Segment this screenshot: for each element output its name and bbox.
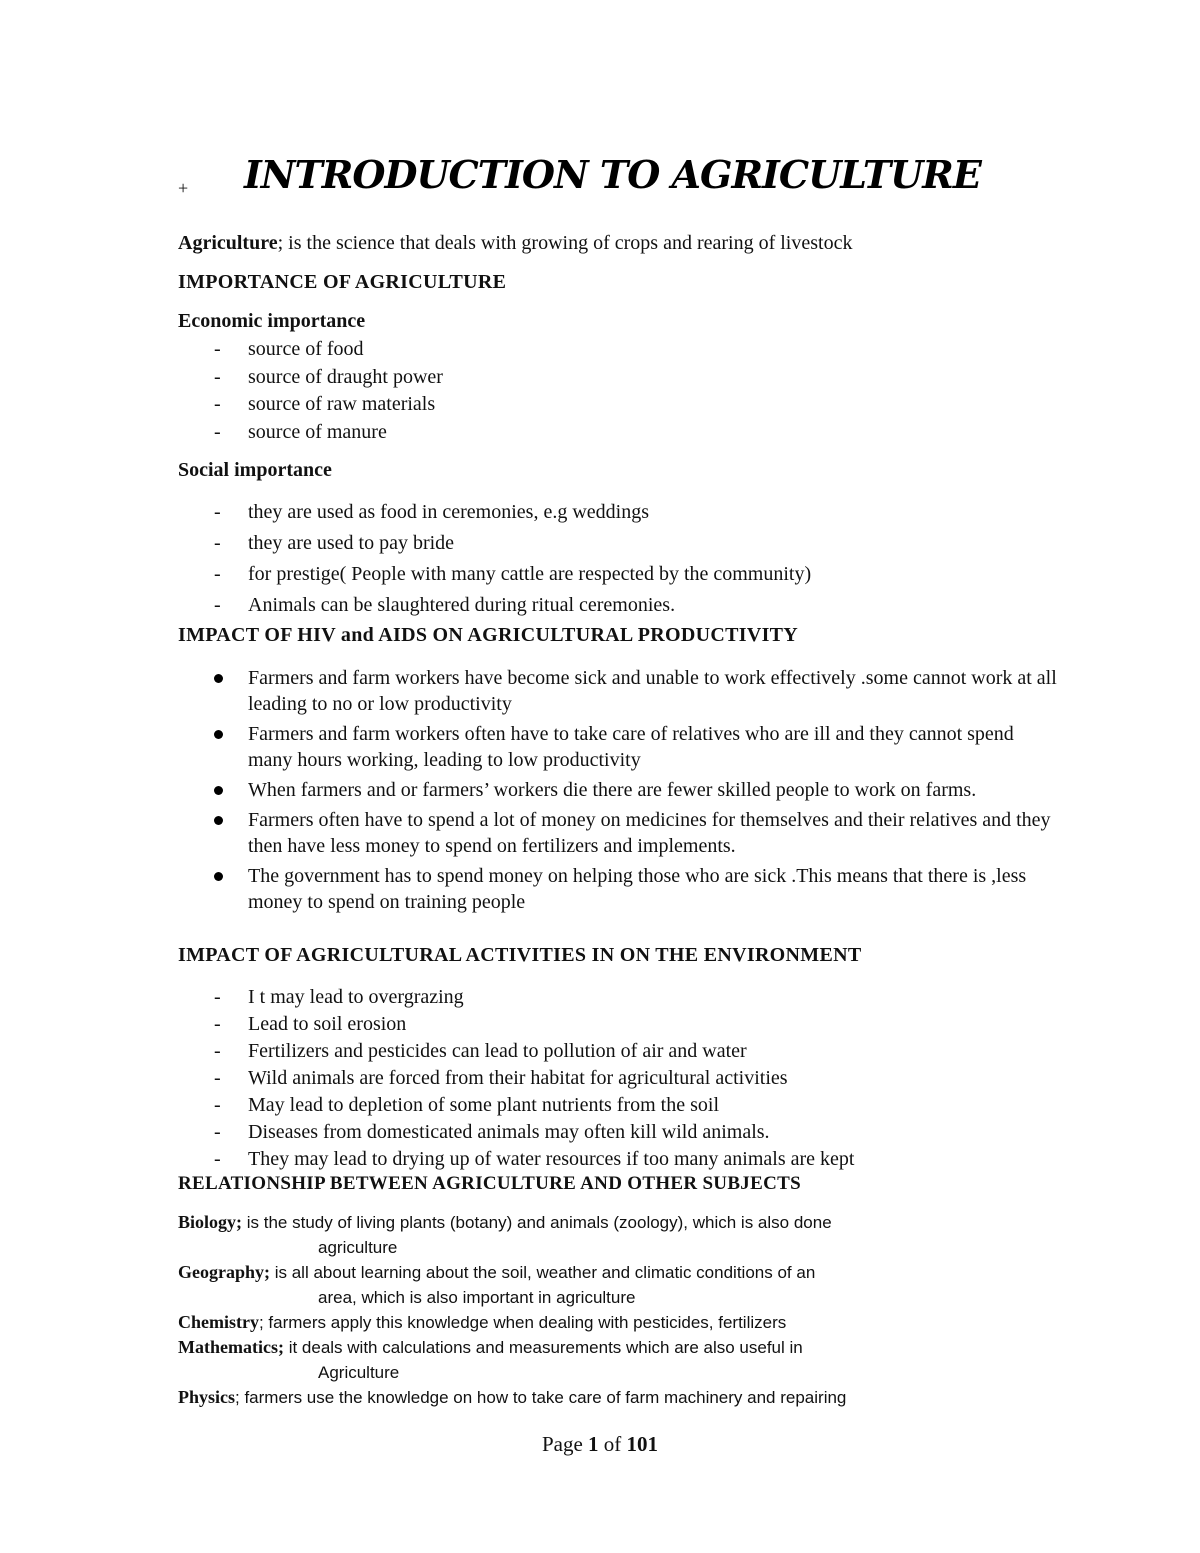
bullet-icon xyxy=(214,816,223,825)
list-item: - May lead to depletion of some plant nutrients from the soil xyxy=(214,1094,720,1116)
list-item: - for prestige( People with many cattle are respected by the community) xyxy=(214,563,812,585)
title-row xyxy=(178,152,1078,212)
title-marker: + xyxy=(178,178,189,198)
list-item: - source of raw materials xyxy=(214,393,436,415)
definition-text: ; is the science that deals with growing of crops and rearing of livestock xyxy=(277,232,853,254)
environment-list xyxy=(178,984,854,1173)
list-item: - I t may lead to overgrazing xyxy=(214,986,464,1008)
list-item: When farmers and or farmers’ workers die there are fewer skilled people to work on farms. xyxy=(178,777,1058,803)
relationship-entry-cont: agriculture xyxy=(318,1238,398,1257)
bullet-icon xyxy=(214,730,223,739)
page-footer: Page 1 of 101 xyxy=(541,1432,659,1456)
relationship-entry-cont: Agriculture xyxy=(318,1363,400,1382)
list-item: Farmers often have to spend a lot of money on medicines for themselves and their relatives and they then have less money to spend on fertilizers and implements. xyxy=(178,807,1058,859)
list-item: - Fertilizers and pesticides can lead to pollution of air and water xyxy=(214,1040,747,1062)
hiv-heading: IMPACT OF HIV and AIDS ON AGRICULTURAL PRODUCTIVITY xyxy=(178,624,799,646)
relationship-heading: RELATIONSHIP BETWEEN AGRICULTURE AND OTHER SUBJECTS xyxy=(178,1173,801,1194)
relationship-entry-cont: area, which is also important in agriculture xyxy=(318,1288,636,1307)
list-item: Farmers and farm workers often have to take care of relatives who are ill and they cannot spend many hours working, leading to low productivity xyxy=(178,721,1058,773)
relationship-entry: Biology; is the study of living plants (botany) and animals (zoology), which is also done xyxy=(178,1212,832,1232)
bullet-icon xyxy=(214,872,223,881)
list-item: - they are used to pay bride xyxy=(214,532,455,554)
list-item: - Lead to soil erosion xyxy=(214,1013,407,1035)
page-number: 1 xyxy=(588,1432,599,1456)
relationship-entries xyxy=(178,1210,1078,1410)
list-item: - source of draught power xyxy=(214,365,443,388)
list-item: - source of food xyxy=(214,338,364,360)
list-item: - Wild animals are forced from their habitat for agricultural activities xyxy=(214,1067,788,1089)
page-title: INTRODUCTION TO AGRICULTURE xyxy=(244,152,981,197)
relationship-entry: Mathematics; it deals with calculations and measurements which are also useful in xyxy=(178,1337,803,1357)
list-item: - Animals can be slaughtered during ritual ceremonies. xyxy=(214,594,676,616)
social-list xyxy=(178,497,811,621)
hiv-list xyxy=(178,665,1058,919)
relationship-entry: Geography; is all about learning about the soil, weather and climatic conditions of an xyxy=(178,1262,816,1282)
economic-list xyxy=(178,336,443,446)
relationship-entry: Chemistry; farmers apply this knowledge when dealing with pesticides, fertilizers xyxy=(178,1312,787,1332)
definition xyxy=(178,230,852,256)
relationship-entry: Physics; farmers use the knowledge on how to take care of farm machinery and repairing xyxy=(178,1387,847,1407)
list-item: - They may lead to drying up of water resources if too many animals are kept xyxy=(214,1148,855,1170)
list-item: - Diseases from domesticated animals may often kill wild animals. xyxy=(214,1121,770,1143)
list-item: The government has to spend money on helping those who are sick .This means that there is ,less money to spend on training people xyxy=(178,863,1058,915)
importance-heading: IMPORTANCE OF AGRICULTURE xyxy=(178,271,507,293)
list-item: Farmers and farm workers have become sick and unable to work effectively .some cannot work at all leading to no or low productivity xyxy=(178,665,1058,717)
bullet-icon xyxy=(214,786,223,795)
list-item: - they are used as food in ceremonies, e.g weddings xyxy=(214,501,649,523)
list-item: - source of manure xyxy=(214,420,387,443)
definition-term: Agriculture xyxy=(178,232,278,254)
economic-heading: Economic importance xyxy=(178,310,366,332)
bullet-icon xyxy=(214,674,223,683)
page-total: 101 xyxy=(626,1432,659,1456)
environment-heading: IMPACT OF AGRICULTURAL ACTIVITIES IN ON THE ENVIRONMENT xyxy=(178,944,862,966)
social-heading: Social importance xyxy=(178,459,332,481)
